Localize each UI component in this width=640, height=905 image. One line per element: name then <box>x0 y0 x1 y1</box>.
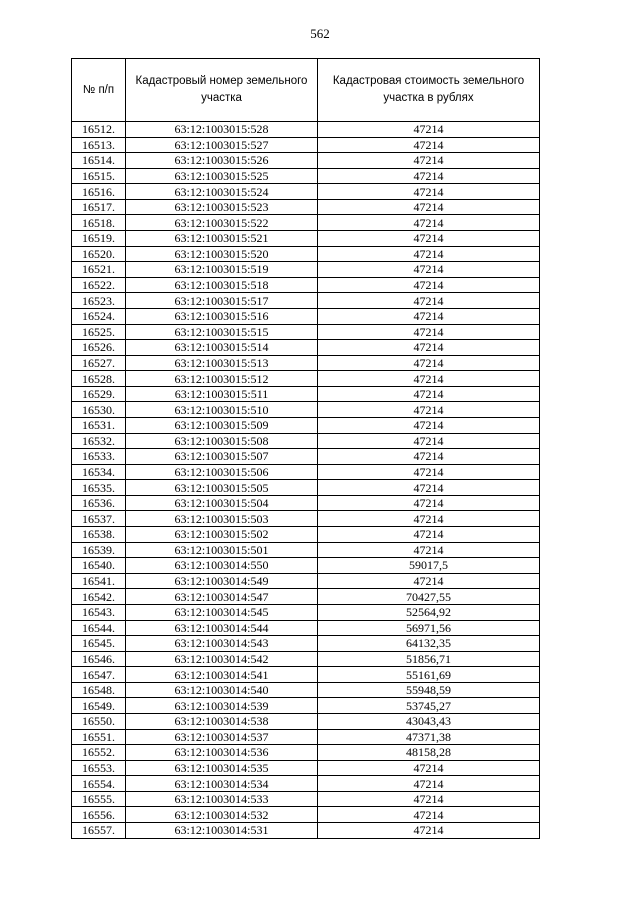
table-row <box>72 573 540 589</box>
row-number-cell: 16522. <box>72 277 126 293</box>
row-number-cell: 16527. <box>72 355 126 371</box>
header-row-number: № п/п <box>72 59 126 122</box>
cadastral-number-cell: 63:12:1003014:541 <box>126 667 318 683</box>
cadastral-value-cell: 47214 <box>318 262 540 278</box>
table-row <box>72 698 540 714</box>
table-row <box>72 760 540 776</box>
row-number-cell: 16513. <box>72 137 126 153</box>
table-row <box>72 542 540 558</box>
row-number-cell: 16529. <box>72 386 126 402</box>
row-number-cell: 16554. <box>72 776 126 792</box>
cadastral-value-cell: 47214 <box>318 122 540 138</box>
cadastral-value-cell: 47214 <box>318 199 540 215</box>
table-row <box>72 168 540 184</box>
table-row <box>72 682 540 698</box>
cadastral-value-cell: 56971,56 <box>318 620 540 636</box>
table-row <box>72 199 540 215</box>
cadastral-number-cell: 63:12:1003015:514 <box>126 340 318 356</box>
cadastral-value-cell: 47371,38 <box>318 729 540 745</box>
cadastral-number-cell: 63:12:1003015:503 <box>126 511 318 527</box>
cadastral-value-cell: 47214 <box>318 371 540 387</box>
cadastral-value-cell: 47214 <box>318 153 540 169</box>
table-row <box>72 558 540 574</box>
cadastral-value-cell: 47214 <box>318 449 540 465</box>
cadastral-number-cell: 63:12:1003015:507 <box>126 449 318 465</box>
table-row <box>72 480 540 496</box>
cadastral-number-cell: 63:12:1003015:521 <box>126 231 318 247</box>
cadastral-number-cell: 63:12:1003015:520 <box>126 246 318 262</box>
cadastral-value-cell: 47214 <box>318 168 540 184</box>
cadastral-number-cell: 63:12:1003014:543 <box>126 636 318 652</box>
table-row <box>72 449 540 465</box>
row-number-cell: 16556. <box>72 807 126 823</box>
row-number-cell: 16512. <box>72 122 126 138</box>
row-number-cell: 16553. <box>72 760 126 776</box>
cadastral-number-cell: 63:12:1003014:542 <box>126 651 318 667</box>
cadastral-number-cell: 63:12:1003015:506 <box>126 464 318 480</box>
cadastral-value-table <box>71 58 540 839</box>
table-row <box>72 417 540 433</box>
table-row <box>72 246 540 262</box>
cadastral-number-cell: 63:12:1003015:501 <box>126 542 318 558</box>
row-number-cell: 16546. <box>72 651 126 667</box>
cadastral-number-cell: 63:12:1003015:523 <box>126 199 318 215</box>
cadastral-number-cell: 63:12:1003014:532 <box>126 807 318 823</box>
table-row <box>72 153 540 169</box>
cadastral-value-cell: 55161,69 <box>318 667 540 683</box>
table-row <box>72 589 540 605</box>
cadastral-number-cell: 63:12:1003014:539 <box>126 698 318 714</box>
cadastral-number-cell: 63:12:1003015:528 <box>126 122 318 138</box>
row-number-cell: 16528. <box>72 371 126 387</box>
cadastral-number-cell: 63:12:1003015:526 <box>126 153 318 169</box>
cadastral-value-cell: 47214 <box>318 791 540 807</box>
table-row <box>72 791 540 807</box>
cadastral-value-cell: 52564,92 <box>318 604 540 620</box>
header-cadastral-value: Кадастровая стоимость земельного участка в рублях <box>318 59 540 122</box>
cadastral-number-cell: 63:12:1003014:545 <box>126 604 318 620</box>
cadastral-value-cell: 47214 <box>318 386 540 402</box>
table-body <box>72 122 540 839</box>
table-row <box>72 340 540 356</box>
cadastral-number-cell: 63:12:1003015:522 <box>126 215 318 231</box>
cadastral-value-cell: 47214 <box>318 215 540 231</box>
cadastral-value-cell: 47214 <box>318 355 540 371</box>
cadastral-number-cell: 63:12:1003014:531 <box>126 823 318 839</box>
row-number-cell: 16548. <box>72 682 126 698</box>
row-number-cell: 16525. <box>72 324 126 340</box>
cadastral-number-cell: 63:12:1003015:519 <box>126 262 318 278</box>
cadastral-value-cell: 70427,55 <box>318 589 540 605</box>
cadastral-value-cell: 47214 <box>318 308 540 324</box>
table-row <box>72 745 540 761</box>
cadastral-value-cell: 47214 <box>318 527 540 543</box>
row-number-cell: 16535. <box>72 480 126 496</box>
cadastral-value-cell: 47214 <box>318 776 540 792</box>
row-number-cell: 16520. <box>72 246 126 262</box>
cadastral-value-cell: 47214 <box>318 402 540 418</box>
row-number-cell: 16518. <box>72 215 126 231</box>
cadastral-number-cell: 63:12:1003015:505 <box>126 480 318 496</box>
cadastral-number-cell: 63:12:1003014:549 <box>126 573 318 589</box>
row-number-cell: 16547. <box>72 667 126 683</box>
cadastral-number-cell: 63:12:1003015:512 <box>126 371 318 387</box>
cadastral-value-cell: 47214 <box>318 511 540 527</box>
row-number-cell: 16514. <box>72 153 126 169</box>
row-number-cell: 16543. <box>72 604 126 620</box>
row-number-cell: 16557. <box>72 823 126 839</box>
table-row <box>72 402 540 418</box>
cadastral-number-cell: 63:12:1003015:515 <box>126 324 318 340</box>
row-number-cell: 16521. <box>72 262 126 278</box>
cadastral-number-cell: 63:12:1003015:508 <box>126 433 318 449</box>
cadastral-value-cell: 59017,5 <box>318 558 540 574</box>
page-number: 562 <box>310 26 330 41</box>
table-row <box>72 807 540 823</box>
row-number-cell: 16552. <box>72 745 126 761</box>
row-number-cell: 16519. <box>72 231 126 247</box>
row-number-cell: 16517. <box>72 199 126 215</box>
cadastral-number-cell: 63:12:1003014:535 <box>126 760 318 776</box>
row-number-cell: 16536. <box>72 495 126 511</box>
table-row <box>72 184 540 200</box>
cadastral-number-cell: 63:12:1003014:550 <box>126 558 318 574</box>
cadastral-number-cell: 63:12:1003015:502 <box>126 527 318 543</box>
table-row <box>72 823 540 839</box>
table-row <box>72 122 540 138</box>
row-number-cell: 16551. <box>72 729 126 745</box>
cadastral-number-cell: 63:12:1003015:527 <box>126 137 318 153</box>
cadastral-value-cell: 43043,43 <box>318 713 540 729</box>
table-row <box>72 651 540 667</box>
cadastral-number-cell: 63:12:1003014:534 <box>126 776 318 792</box>
row-number-cell: 16545. <box>72 636 126 652</box>
cadastral-value-cell: 51856,71 <box>318 651 540 667</box>
cadastral-number-cell: 63:12:1003015:524 <box>126 184 318 200</box>
row-number-cell: 16531. <box>72 417 126 433</box>
header-cadastral-number: Кадастровый номер земельного участка <box>126 59 318 122</box>
cadastral-value-cell: 47214 <box>318 184 540 200</box>
table-row <box>72 215 540 231</box>
cadastral-number-cell: 63:12:1003015:510 <box>126 402 318 418</box>
table-row <box>72 137 540 153</box>
cadastral-value-cell: 47214 <box>318 231 540 247</box>
row-number-cell: 16515. <box>72 168 126 184</box>
row-number-cell: 16538. <box>72 527 126 543</box>
table-row <box>72 324 540 340</box>
table-row <box>72 620 540 636</box>
cadastral-number-cell: 63:12:1003015:504 <box>126 495 318 511</box>
table-row <box>72 495 540 511</box>
cadastral-value-cell: 47214 <box>318 137 540 153</box>
table-row <box>72 636 540 652</box>
cadastral-value-cell: 64132,35 <box>318 636 540 652</box>
row-number-cell: 16534. <box>72 464 126 480</box>
cadastral-number-cell: 63:12:1003014:537 <box>126 729 318 745</box>
row-number-cell: 16542. <box>72 589 126 605</box>
cadastral-value-cell: 47214 <box>318 760 540 776</box>
cadastral-value-cell: 47214 <box>318 293 540 309</box>
row-number-cell: 16539. <box>72 542 126 558</box>
cadastral-number-cell: 63:12:1003015:525 <box>126 168 318 184</box>
row-number-cell: 16526. <box>72 340 126 356</box>
table-row <box>72 355 540 371</box>
row-number-cell: 16523. <box>72 293 126 309</box>
cadastral-value-cell: 47214 <box>318 573 540 589</box>
cadastral-value-cell: 47214 <box>318 277 540 293</box>
row-number-cell: 16540. <box>72 558 126 574</box>
cadastral-number-cell: 63:12:1003015:511 <box>126 386 318 402</box>
row-number-cell: 16516. <box>72 184 126 200</box>
cadastral-value-cell: 47214 <box>318 433 540 449</box>
cadastral-value-cell: 47214 <box>318 495 540 511</box>
cadastral-number-cell: 63:12:1003014:540 <box>126 682 318 698</box>
cadastral-number-cell: 63:12:1003014:547 <box>126 589 318 605</box>
cadastral-number-cell: 63:12:1003014:533 <box>126 791 318 807</box>
table-row <box>72 729 540 745</box>
row-number-cell: 16541. <box>72 573 126 589</box>
table-row <box>72 262 540 278</box>
cadastral-number-cell: 63:12:1003015:509 <box>126 417 318 433</box>
row-number-cell: 16544. <box>72 620 126 636</box>
table-row <box>72 527 540 543</box>
cadastral-value-cell: 47214 <box>318 340 540 356</box>
cadastral-number-cell: 63:12:1003015:518 <box>126 277 318 293</box>
table-row <box>72 667 540 683</box>
cadastral-value-cell: 47214 <box>318 246 540 262</box>
cadastral-number-cell: 63:12:1003014:536 <box>126 745 318 761</box>
cadastral-value-cell: 47214 <box>318 480 540 496</box>
table-row <box>72 293 540 309</box>
table-row <box>72 464 540 480</box>
row-number-cell: 16555. <box>72 791 126 807</box>
table-row <box>72 776 540 792</box>
table-row <box>72 231 540 247</box>
row-number-cell: 16530. <box>72 402 126 418</box>
cadastral-value-cell: 47214 <box>318 823 540 839</box>
header-row <box>72 59 540 122</box>
row-number-cell: 16533. <box>72 449 126 465</box>
cadastral-value-cell: 53745,27 <box>318 698 540 714</box>
table-row <box>72 371 540 387</box>
cadastral-number-cell: 63:12:1003015:516 <box>126 308 318 324</box>
table-row <box>72 277 540 293</box>
table-row <box>72 386 540 402</box>
row-number-cell: 16549. <box>72 698 126 714</box>
cadastral-value-cell: 47214 <box>318 324 540 340</box>
cadastral-number-cell: 63:12:1003015:517 <box>126 293 318 309</box>
table-row <box>72 713 540 729</box>
cadastral-value-cell: 47214 <box>318 417 540 433</box>
cadastral-value-cell: 48158,28 <box>318 745 540 761</box>
cadastral-number-cell: 63:12:1003015:513 <box>126 355 318 371</box>
table-header <box>72 59 540 122</box>
cadastral-value-cell: 47214 <box>318 542 540 558</box>
row-number-cell: 16537. <box>72 511 126 527</box>
row-number-cell: 16532. <box>72 433 126 449</box>
row-number-cell: 16524. <box>72 308 126 324</box>
table-row <box>72 604 540 620</box>
cadastral-value-cell: 47214 <box>318 464 540 480</box>
cadastral-value-cell: 47214 <box>318 807 540 823</box>
row-number-cell: 16550. <box>72 713 126 729</box>
table-row <box>72 511 540 527</box>
cadastral-number-cell: 63:12:1003014:538 <box>126 713 318 729</box>
table-row <box>72 433 540 449</box>
cadastral-value-cell: 55948,59 <box>318 682 540 698</box>
cadastral-number-cell: 63:12:1003014:544 <box>126 620 318 636</box>
table-row <box>72 308 540 324</box>
